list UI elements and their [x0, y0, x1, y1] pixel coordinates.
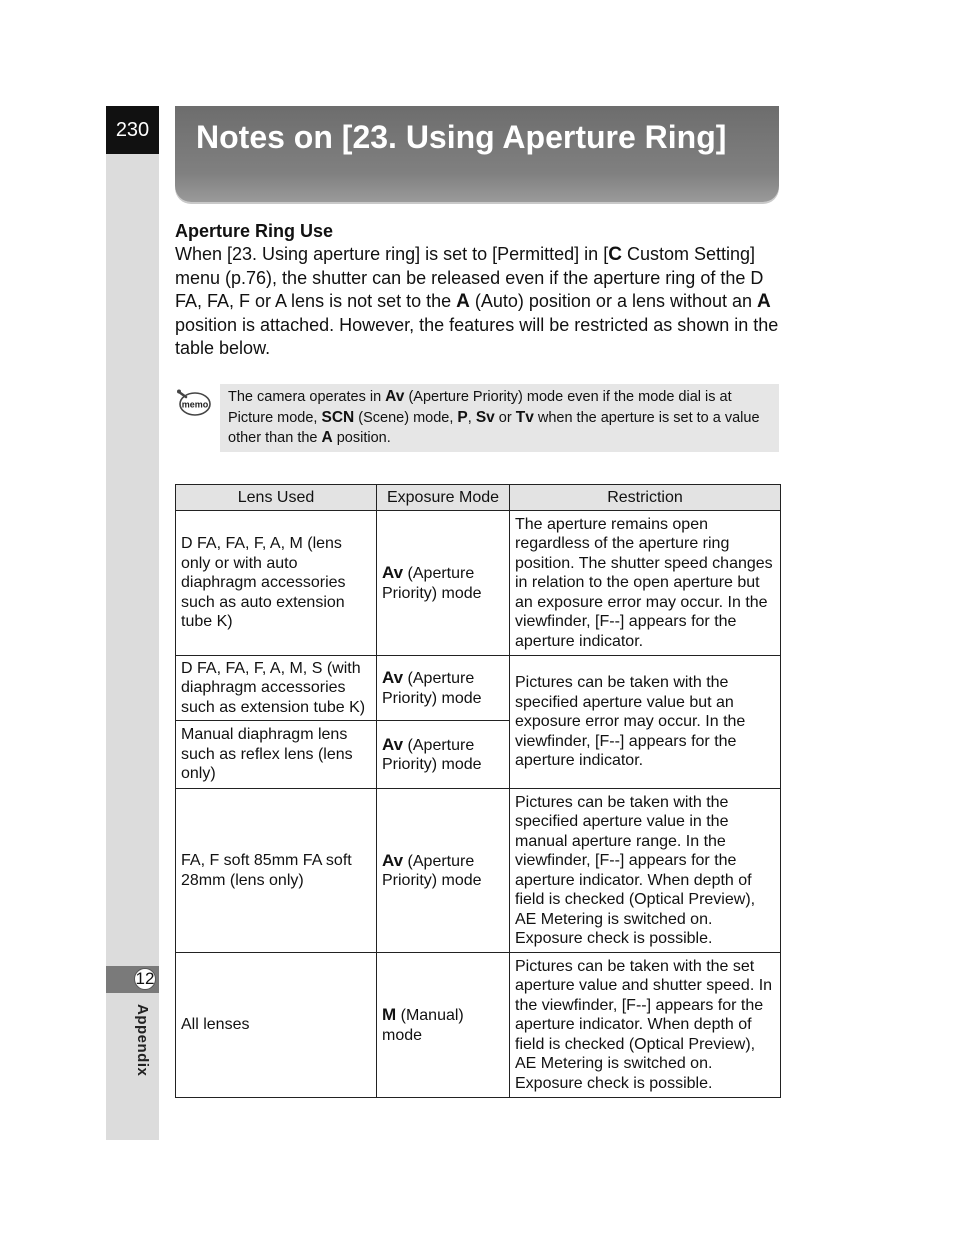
sv-mode-symbol: Sv	[475, 408, 495, 426]
mode-cell	[377, 721, 510, 789]
manual-mode-symbol: M	[382, 1005, 397, 1024]
memo-text-6: when the aperture is set to a value other than the	[228, 409, 760, 446]
restriction-cell: Pictures can be taken with the specified aperture value but an exposure error may occur. In the viewfinder, [F--] appears for the aperture indicator.	[510, 656, 781, 789]
mode-cell	[377, 953, 510, 1098]
mode-text: (Aperture Priority) mode	[382, 565, 482, 602]
mode-text: (Aperture Priority) mode	[382, 736, 482, 773]
svg-text:memo: memo	[181, 399, 209, 410]
body-text-3: (Auto) position or a lens without an	[469, 291, 758, 311]
section-body	[175, 243, 779, 361]
lens-cell: All lenses	[176, 953, 377, 1098]
lens-cell: Manual diaphragm lens such as reflex lens (lens only)	[176, 721, 377, 789]
mode-text: (Manual) mode	[382, 1007, 464, 1044]
p-mode-symbol: P	[457, 408, 468, 426]
body-text-4: position is attached. However, the features will be restricted as shown in the table below.	[175, 314, 779, 358]
mode-cell	[377, 789, 510, 953]
av-mode-symbol: Av	[385, 388, 405, 405]
mode-cell	[377, 511, 510, 656]
table-row	[176, 656, 781, 721]
tv-mode-symbol: Tv	[515, 408, 534, 426]
a-position-symbol: A	[321, 429, 333, 446]
scn-mode-symbol: SCN	[321, 408, 355, 426]
memo-icon	[176, 388, 212, 418]
memo-note	[220, 384, 779, 452]
mode-text: (Aperture Priority) mode	[382, 852, 482, 889]
custom-menu-symbol: C	[608, 244, 622, 265]
lens-cell: FA, F soft 85mm FA soft 28mm (lens only)	[176, 789, 377, 953]
av-mode-symbol: Av	[382, 668, 404, 687]
restriction-table	[175, 484, 781, 1098]
memo-text-7: position.	[332, 430, 391, 446]
header-exposure-mode: Exposure Mode	[377, 485, 510, 511]
table-row	[176, 789, 781, 953]
restriction-cell: The aperture remains open regardless of the aperture ring position. The shutter speed changes in relation to the open aperture but an exposure error may occur. In the viewfinder, [F--] appears for the aperture indicator.	[510, 511, 781, 656]
page-number: 230	[106, 106, 159, 154]
aperture-ring-section	[175, 220, 779, 361]
mode-text: (Aperture Priority) mode	[382, 670, 482, 707]
memo-text-5: or	[494, 409, 516, 426]
page-title: Notes on [23. Using Aperture Ring]	[196, 119, 727, 155]
table-header-row	[176, 485, 781, 511]
body-text-1: When [23. Using aperture ring] is set to [Permitted] in [	[175, 244, 609, 264]
memo-text-3: (Scene) mode,	[354, 409, 458, 426]
mode-cell	[377, 656, 510, 721]
lens-cell: D FA, FA, F, A, M, S (with diaphragm accessories such as extension tube K)	[176, 656, 377, 721]
restriction-cell: Pictures can be taken with the set aperture value and shutter speed. In the viewfinder, [F--] appears for the aperture indicator. When depth of field is checked (Optical Preview), AE Metering is switched on. Exposure check is possible.	[510, 953, 781, 1098]
memo-text-2: (Aperture Priority) mode even if the mode dial is at Picture mode,	[228, 389, 732, 426]
av-mode-symbol: Av	[382, 734, 404, 754]
auto-position-symbol: A	[456, 291, 470, 312]
table-row	[176, 511, 781, 656]
restriction-cell: Pictures can be taken with the specified aperture value in the manual aperture range. In the viewfinder, [F--] appears for the aperture indicator. When depth of field is checked (Optical Preview), AE Metering is switched on. Exposure check is possible.	[510, 789, 781, 953]
body-text-2: Custom Setting] menu (p.76), the shutter can be released even if the aperture ring of the D FA, FA, F or A lens is not set to the	[175, 244, 764, 311]
header-restriction: Restriction	[510, 485, 781, 511]
header-lens-used: Lens Used	[176, 485, 377, 511]
auto-position-symbol-2: A	[757, 291, 771, 312]
av-mode-symbol: Av	[382, 563, 404, 582]
chapter-number: 12	[135, 969, 155, 988]
memo-text-1: The camera operates in	[228, 389, 386, 405]
table-row	[176, 953, 781, 1098]
chapter-label: Appendix	[134, 1004, 151, 1077]
av-mode-symbol: Av	[382, 850, 404, 870]
section-heading: Aperture Ring Use	[175, 221, 334, 241]
memo-text-4: ,	[467, 409, 476, 426]
lens-cell: D FA, FA, F, A, M (lens only or with auto diaphragm accessories such as auto extension tube K)	[176, 511, 377, 656]
